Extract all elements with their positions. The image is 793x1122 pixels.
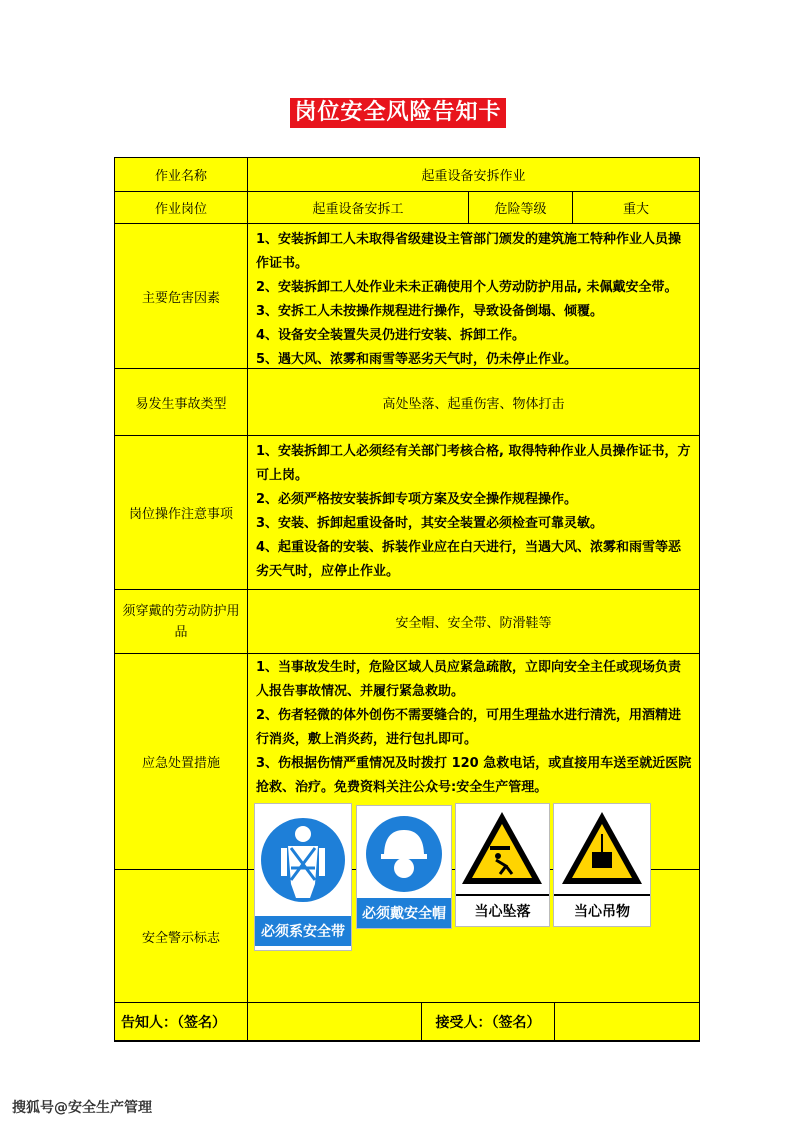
- hard-hat-icon: [357, 806, 451, 898]
- hazard-item: 5、遇大风、浓雾和雨雪等恶劣天气时，仍未停止作业。: [256, 352, 578, 367]
- hazard-item: 4、设备安全装置失灵仍进行安装、拆卸工作。: [256, 328, 526, 343]
- emergency-item: 1、当事故发生时，危险区域人员应紧急疏散，立即向安全主任或现场负责人报告事故情况、并履行紧急救助。: [256, 660, 682, 699]
- hazard-item: 1、安装拆卸工人未取得省级建设主管部门颁发的建筑施工特种作业人员操作证书。: [256, 232, 682, 271]
- emergency-item: 3、伤根据伤情严重情况及时拨打 120 急救电话，或直接用车送至就近医院抢救、治疗。免费资料关注公众号:安全生产管理。: [256, 756, 692, 795]
- precautions-list: [248, 440, 700, 584]
- hazard-item: 2、安装拆卸工人处作业未未正确使用个人劳动防护用品, 未佩戴安全带。: [256, 280, 678, 295]
- risk-level-value: 重大: [573, 192, 700, 224]
- receiver-label: 接受人：（签名）: [422, 1003, 555, 1041]
- accident-types-value: 高处坠落、起重伤害、物体打击: [248, 369, 700, 436]
- risk-level-label: 危险等级: [469, 192, 573, 224]
- sign-caption: 当心吊物: [554, 894, 650, 926]
- fall-warning-icon: [456, 804, 549, 894]
- accident-types-label: 易发生事故类型: [115, 369, 248, 436]
- precaution-item: 3、安装、拆卸起重设备时，其安全装置必须检查可靠灵敏。: [256, 516, 604, 531]
- safety-belt-icon: [255, 804, 351, 920]
- hazards-list: [248, 228, 700, 372]
- sign-caption: 必须戴安全帽: [357, 898, 451, 928]
- ppe-label: 须穿戴的劳动防护用品: [115, 590, 248, 654]
- hazards-label: 主要危害因素: [115, 224, 248, 369]
- sign-wear-safety-belt: [254, 803, 352, 951]
- page-title: 岗位安全风险告知卡: [290, 98, 506, 128]
- precautions-label: 岗位操作注意事项: [115, 436, 248, 590]
- job-name-value: 起重设备安拆作业: [248, 158, 700, 192]
- sign-caution-fall: [455, 803, 550, 927]
- notifier-signature-field[interactable]: [248, 1003, 422, 1041]
- sign-wear-hard-hat: [356, 805, 452, 929]
- sign-caution-falling-object: [553, 803, 651, 927]
- emergency-list: [248, 656, 700, 800]
- receiver-signature-field[interactable]: [555, 1003, 700, 1041]
- falling-object-icon: [554, 804, 650, 894]
- ppe-value: 安全帽、安全带、防滑鞋等: [248, 590, 700, 654]
- emergency-label: 应急处置措施: [115, 654, 248, 870]
- signs-label: 安全警示标志: [115, 870, 248, 1003]
- job-post-label: 作业岗位: [115, 192, 248, 224]
- emergency-item: 2、伤者轻微的体外创伤不需要缝合的，可用生理盐水进行清洗，用酒精进行消炎，敷上消炎药，进行包扎即可。: [256, 708, 682, 747]
- precaution-item: 4、起重设备的安装、拆装作业应在白天进行，当遇大风、浓雾和雨雪等恶劣天气时，应停止作业。: [256, 540, 682, 579]
- job-post-value: 起重设备安拆工: [248, 192, 469, 224]
- sign-caption: 必须系安全带: [255, 916, 351, 946]
- precaution-item: 2、必须严格按安装拆卸专项方案及安全操作规程操作。: [256, 492, 578, 507]
- hazard-item: 3、安拆工人未按操作规程进行操作，导致设备倒塌、倾覆。: [256, 304, 604, 319]
- job-name-label: 作业名称: [115, 158, 248, 192]
- watermark: 搜狐号@安全生产管理: [12, 1100, 152, 1116]
- precaution-item: 1、安装拆卸工人必须经有关部门考核合格, 取得特种作业人员操作证书，方可上岗。: [256, 444, 691, 483]
- notifier-label: 告知人：（签名）: [115, 1003, 248, 1041]
- sign-caption: 当心坠落: [456, 894, 549, 926]
